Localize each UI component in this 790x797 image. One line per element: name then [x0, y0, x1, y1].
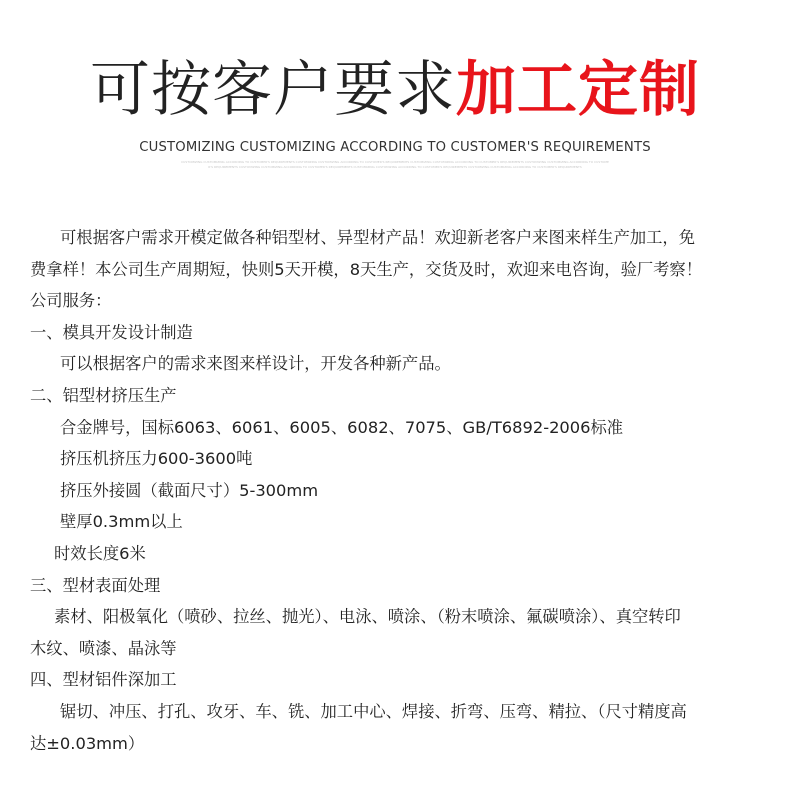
- title-plain-text: 可按客户要求: [90, 55, 456, 125]
- title-accent-text: 加工定制: [456, 55, 700, 125]
- decorative-fine-print: CUSTOMIZING CUSTOMIZING ACCORDING TO CUSTOMER'S REQUIREMENTS CUSTOMIZING CUSTOMIZING ACCORDING TO CUSTOMER'S REQUIREMENTS CUSTOMIZING CUSTOMIZING ACCORDING TO CUSTOMER'S REQUIREMENTS CUSTOMIZING CUSTOMIZING ACCORDING TO CUSTOMER'S REQUIREMENTS CUSTOMIZING CUSTOMIZING ACCORDING TO CUSTOMER'S REQUIREMENTS CUSTOMIZING CUSTOMIZING ACCORDING TO CUSTOMER'S REQUIREMENTS CUSTOMIZING CUSTOMIZING ACCORDING TO CUSTOMER'S REQUIREMENTS: [181, 160, 609, 169]
- intro-line-2: 费拿样！本公司生产周期短，快则5天开模，8天生产，交货及时，欢迎来电咨询，验厂考察！: [30, 259, 702, 279]
- section-2-line-1: 合金牌号，国标6063、6061、6005、6082、7075、GB/T6892-2006标准: [60, 417, 624, 437]
- section-1-title: 一、模具开发设计制造: [30, 322, 193, 342]
- intro-line-1: 可根据客户需求开模定做各种铝型材、异型材产品！欢迎新老客户来图来样生产加工，免: [60, 228, 695, 247]
- page-subtitle: CUSTOMIZING CUSTOMIZING ACCORDING TO CUSTOMER'S REQUIREMENTS: [139, 140, 651, 155]
- section-2-title: 二、铝型材挤压生产: [30, 385, 177, 405]
- section-2-line-3: 挤压外接圆（截面尺寸）5-300mm: [60, 480, 319, 500]
- section-3-line-2: 木纹、喷漆、晶泳等: [30, 638, 177, 658]
- page-title: [0, 52, 790, 128]
- section-3-title: 三、型材表面处理: [30, 575, 161, 595]
- section-4-title: 四、型材铝件深加工: [30, 670, 177, 690]
- services-label: 公司服务：: [30, 291, 112, 311]
- content-body: [30, 222, 770, 759]
- section-2-line-5: 时效长度6米: [54, 543, 146, 563]
- section-2-line-2: 挤压机挤压力600-3600吨: [60, 449, 253, 469]
- section-4-line-2: 达±0.03mm）: [30, 733, 145, 753]
- section-2-line-4: 壁厚0.3mm以上: [60, 512, 183, 532]
- section-3-line-1: 素材、阳极氧化（喷砂、拉丝、抛光）、电泳、喷涂、（粉末喷涂、氟碳喷涂）、真空转印: [54, 607, 681, 627]
- section-4-line-1: 锯切、冲压、打孔、攻牙、车、铣、加工中心、焊接、折弯、压弯、精拉、（尺寸精度高: [60, 701, 687, 721]
- section-1-line-1: 可以根据客户的需求来图来样设计，开发各种新产品。: [60, 354, 451, 374]
